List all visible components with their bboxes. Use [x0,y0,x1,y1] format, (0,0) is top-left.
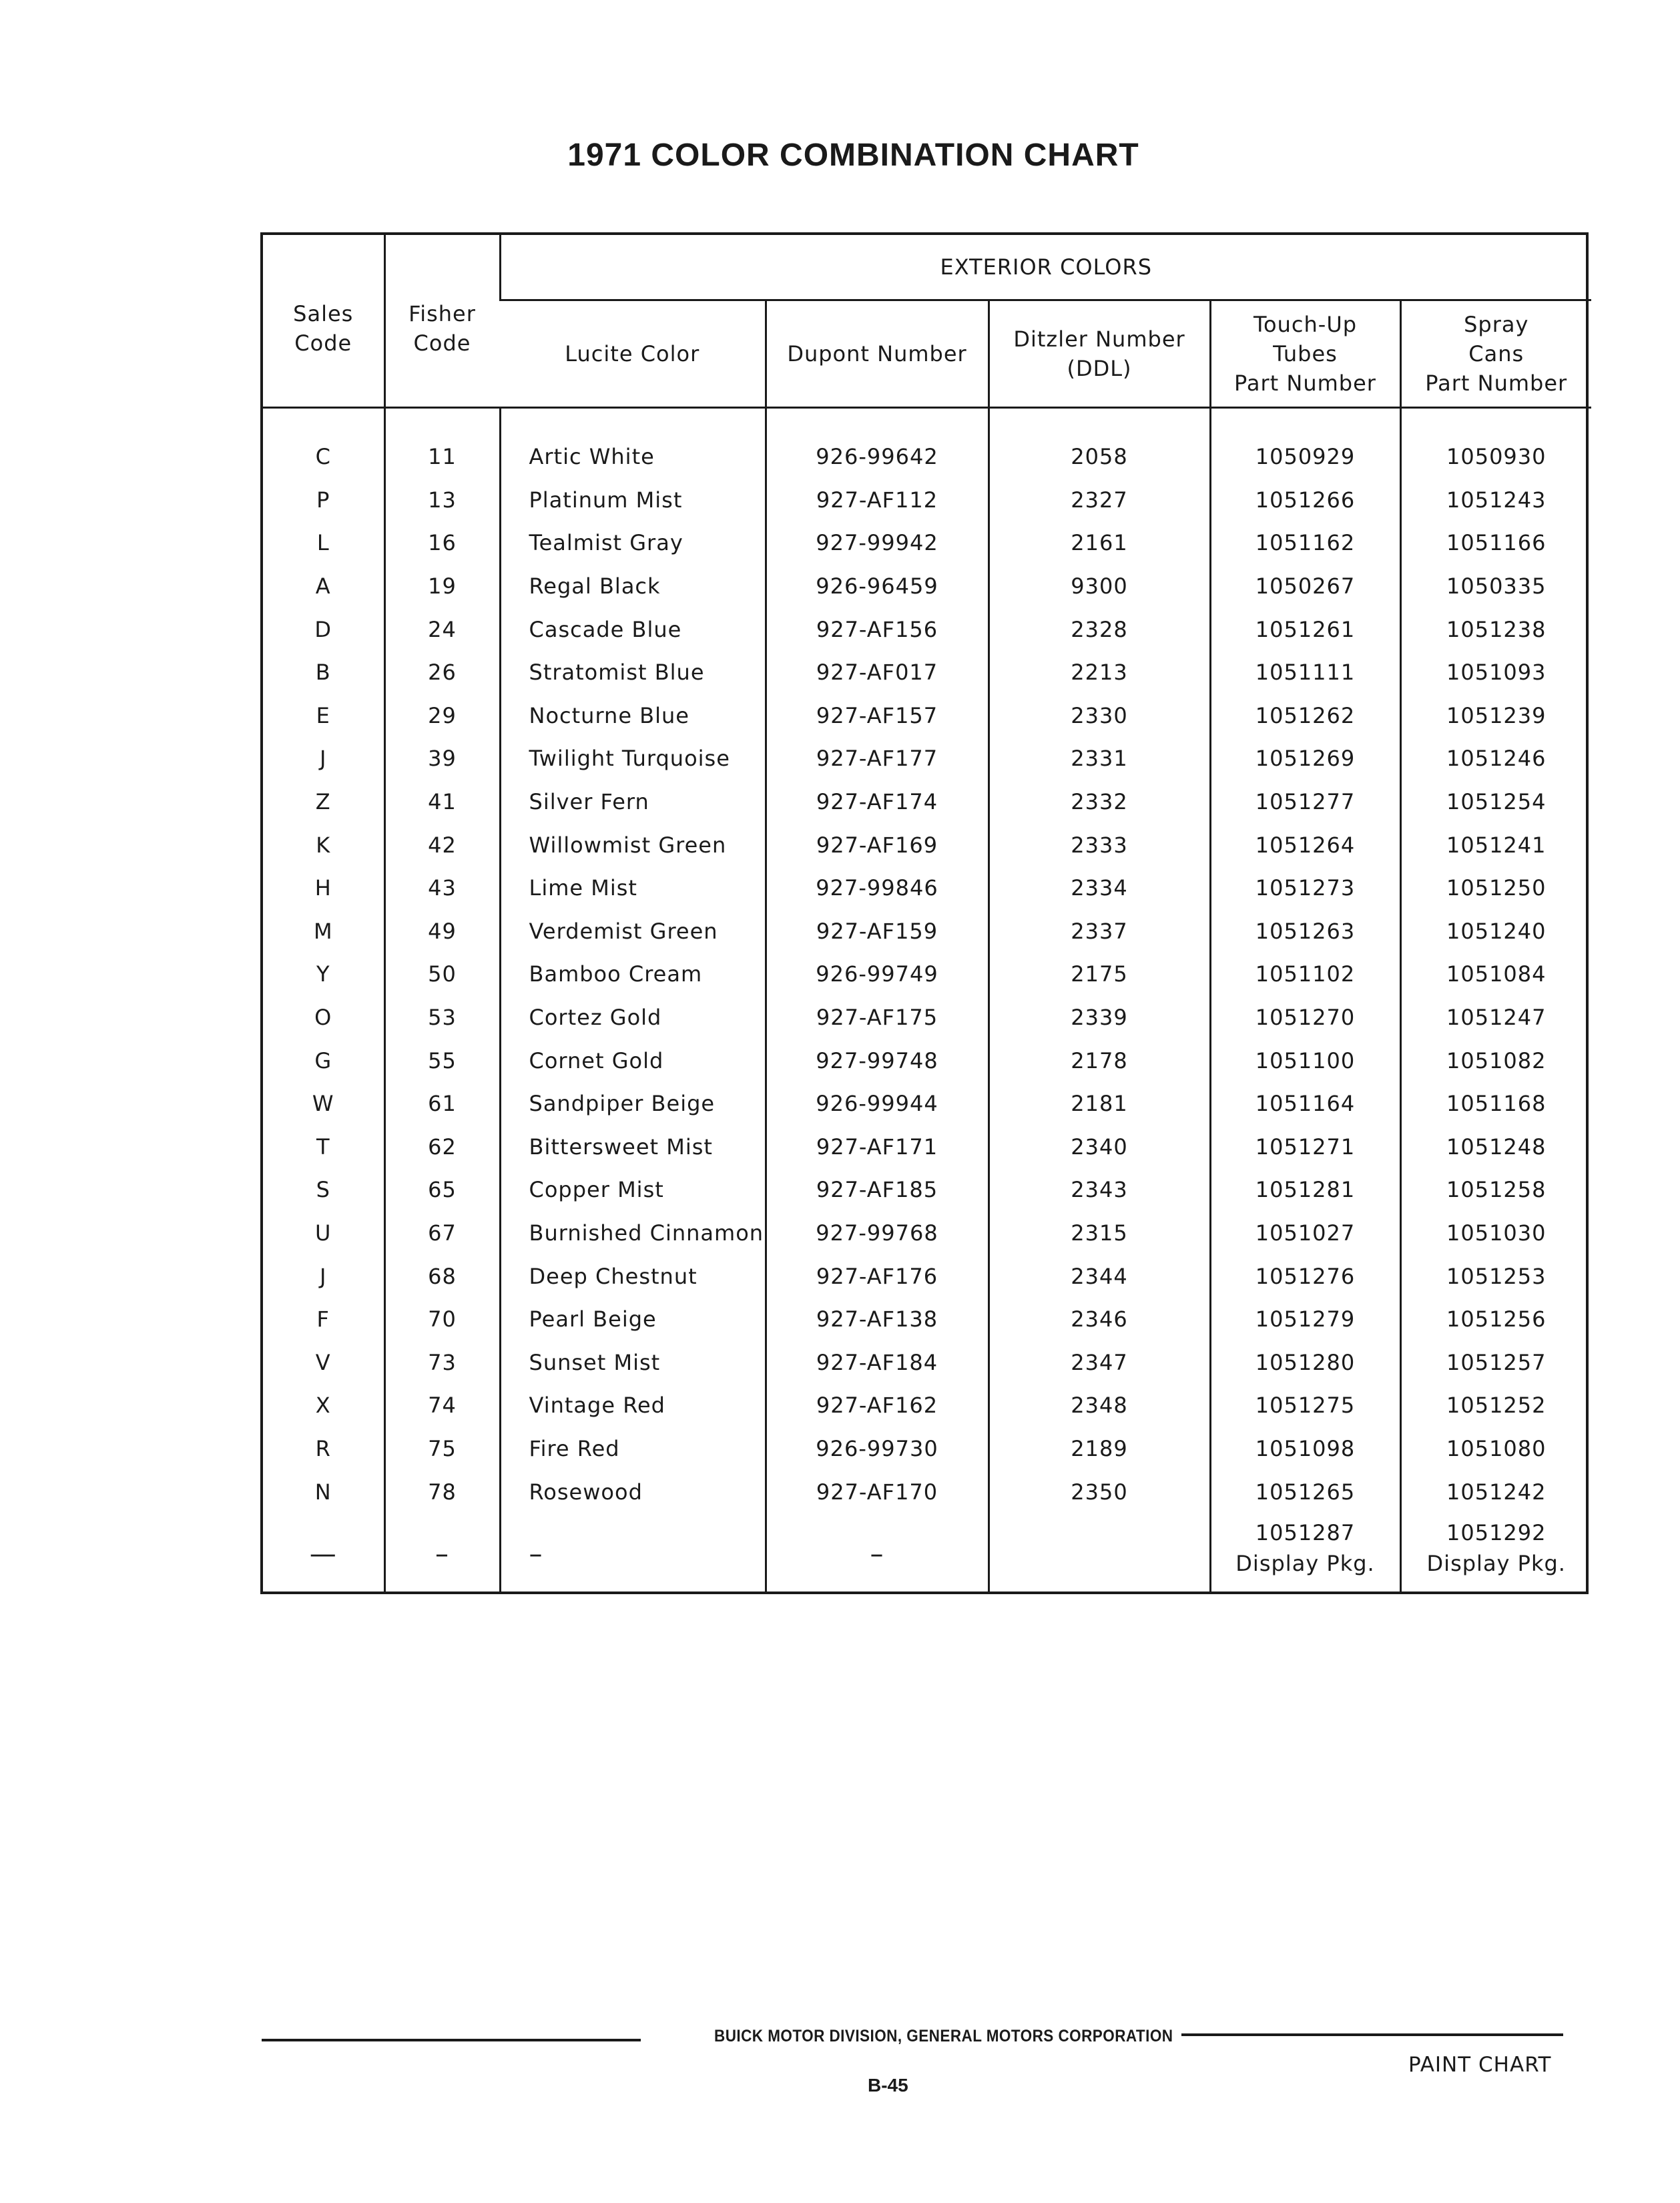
spray-can-part-number-cell: 1051241 [1400,823,1591,867]
ditzler-number-cell: 2347 [989,1340,1210,1384]
sales-code-cell: B [315,660,331,686]
lucite-color-cell: Rosewood [500,1470,766,1513]
ditzler-number-cell: 2344 [989,1254,1210,1298]
lucite-color-cell: Fire Red [500,1427,766,1471]
ditzler-number-cell: 2328 [989,607,1210,651]
sales-code-cell: O [314,1005,332,1031]
table-row [263,823,1591,867]
exterior-colors-header: EXTERIOR COLORS [500,235,1591,300]
dupont-number-cell: 927-99748 [766,1039,989,1082]
fisher-code-cell: 16 [384,521,500,565]
dupont-number-cell: 927-AF156 [766,607,989,651]
dupont-number-cell: 927-AF017 [766,651,989,694]
lucite-color-header-line-1: Lucite Color [565,341,700,366]
sales-code-cell: — [309,1538,337,1569]
spray-can-part-number-cell-line: Display Pkg. [1426,1550,1566,1576]
ditzler-number-cell: 2175 [989,953,1210,996]
spray-can-part-number-cell: 1051247 [1400,996,1591,1039]
table-row [263,1470,1591,1513]
sales-code-header-line-1: Sales [293,301,354,326]
spray-can-part-number-cell: 1051248 [1400,1126,1591,1169]
touch-up-part-number-cell-line: Display Pkg. [1235,1550,1375,1576]
filler-cell [1210,1591,1400,1592]
table-row [263,607,1591,651]
sales-code-cell: V [315,1349,331,1375]
dupont-number-cell: 927-99846 [766,867,989,910]
sales-code-cell: Z [315,789,331,815]
dupont-number-cell: 926-99642 [766,435,989,479]
dupont-number-cell: 927-AF184 [766,1340,989,1384]
sales-code-header-line-2: Code [294,330,352,356]
table-row [263,651,1591,694]
lucite-color-cell: Tealmist Gray [500,521,766,565]
table-row [263,910,1591,953]
ditzler-number-header [989,300,1210,408]
fisher-code-cell: 55 [384,1039,500,1082]
spray-can-part-number-cell: 1051030 [1400,1212,1591,1255]
ditzler-number-cell: 2181 [989,1082,1210,1126]
table-row [263,953,1591,996]
footer-publisher: BUICK MOTOR DIVISION, GENERAL MOTORS CORPORATION [714,2027,1173,2045]
lucite-color-cell: Bittersweet Mist [500,1126,766,1169]
fisher-code-cell: 67 [384,1212,500,1255]
table-spacer-row [263,408,1591,436]
spray-cans-header [1400,300,1591,408]
sales-code-cell: G [314,1047,332,1073]
ditzler-number-cell [989,1513,1210,1591]
dupont-number-cell: 927-AF169 [766,823,989,867]
fisher-code-header-line-2: Code [413,330,471,356]
spray-can-part-number-cell: 1051257 [1400,1340,1591,1384]
sales-code-cell: M [313,918,333,944]
spray-can-part-number-cell [1400,1513,1591,1591]
dupont-number-cell: 927-AF162 [766,1384,989,1427]
touch-up-part-number-cell [1210,1513,1400,1591]
touch-up-part-number-cell: 1051273 [1210,867,1400,910]
ditzler-number-cell: 2330 [989,694,1210,738]
ditzler-number-header-line-1: Ditzler Number [1013,326,1185,352]
lucite-color-cell: Regal Black [500,565,766,608]
sales-code-cell: J [320,746,327,772]
lucite-color-cell: – [500,1513,766,1591]
touch-up-part-number-cell: 1051279 [1210,1298,1400,1341]
footer-rule-left [262,2039,641,2041]
page-number: B-45 [868,2075,908,2096]
table-body [263,408,1591,1592]
table-row [263,1384,1591,1427]
lucite-color-cell: Willowmist Green [500,823,766,867]
sales-code-cell: X [315,1393,331,1419]
spray-can-part-number-cell: 1051240 [1400,910,1591,953]
ditzler-number-cell: 2339 [989,996,1210,1039]
fisher-code-cell: 53 [384,996,500,1039]
lucite-color-cell: Pearl Beige [500,1298,766,1341]
table-row-display-package [263,1513,1591,1591]
fisher-code-cell: – [384,1513,500,1591]
sales-code-cell: Y [316,961,330,987]
fisher-code-cell: 26 [384,651,500,694]
table-row [263,1427,1591,1471]
ditzler-number-cell: 2343 [989,1168,1210,1212]
dupont-number-cell: 926-99749 [766,953,989,996]
touch-up-part-number-cell: 1051277 [1210,780,1400,824]
sales-code-cell: R [315,1435,331,1461]
spray-can-part-number-cell: 1051238 [1400,607,1591,651]
ditzler-number-cell: 2315 [989,1212,1210,1255]
lucite-color-cell: Cornet Gold [500,1039,766,1082]
touch-up-part-number-cell: 1051102 [1210,953,1400,996]
sales-code-header [263,235,384,408]
lucite-color-cell: Artic White [500,435,766,479]
dupont-number-cell: 927-AF174 [766,780,989,824]
filler-cell [989,1591,1210,1592]
touch-up-part-number-cell: 1050929 [1210,435,1400,479]
dupont-number-cell: 926-96459 [766,565,989,608]
table-row [263,996,1591,1039]
fisher-code-cell: 11 [384,435,500,479]
sales-code-cell: L [316,530,330,556]
filler-cell [500,1591,766,1592]
fisher-code-cell: 49 [384,910,500,953]
ditzler-number-cell: 2346 [989,1298,1210,1341]
fisher-code-cell: 39 [384,737,500,780]
ditzler-number-cell: 2337 [989,910,1210,953]
fisher-code-cell: 75 [384,1427,500,1471]
table-row [263,435,1591,479]
fisher-code-cell: 29 [384,694,500,738]
dupont-number-cell: 927-AF171 [766,1126,989,1169]
touch-up-part-number-cell: 1051162 [1210,521,1400,565]
lucite-color-cell: Cascade Blue [500,607,766,651]
ditzler-number-cell: 2331 [989,737,1210,780]
dupont-number-cell: 927-99768 [766,1212,989,1255]
ditzler-number-cell: 2178 [989,1039,1210,1082]
table-row [263,521,1591,565]
touch-up-part-number-cell: 1050267 [1210,565,1400,608]
touch-up-part-number-cell: 1051275 [1210,1384,1400,1427]
sales-code-cell: A [315,573,331,599]
dupont-number-cell: 926-99944 [766,1082,989,1126]
touch-up-part-number-cell: 1051261 [1210,607,1400,651]
filler-cell [1400,1591,1591,1592]
table-row [263,867,1591,910]
dupont-number-cell: – [766,1513,989,1591]
table-row [263,479,1591,522]
dupont-number-cell: 927-AF138 [766,1298,989,1341]
fisher-code-cell: 24 [384,607,500,651]
table-row [263,1212,1591,1255]
touch-up-part-number-cell: 1051100 [1210,1039,1400,1082]
sales-code-cell: E [316,702,330,728]
sales-code-cell: C [315,444,331,470]
dupont-number-cell: 927-AF176 [766,1254,989,1298]
lucite-color-cell: Nocturne Blue [500,694,766,738]
fisher-code-header-line-1: Fisher [408,301,476,326]
fisher-code-cell: 74 [384,1384,500,1427]
fisher-code-cell: 68 [384,1254,500,1298]
lucite-color-cell: Cortez Gold [500,996,766,1039]
touch-up-header [1210,300,1400,408]
ditzler-number-cell: 2350 [989,1470,1210,1513]
lucite-color-cell: Copper Mist [500,1168,766,1212]
page-title: 1971 COLOR COMBINATION CHART [567,138,1139,173]
spray-can-part-number-cell: 1051246 [1400,737,1591,780]
fisher-code-cell: 70 [384,1298,500,1341]
table-row [263,1126,1591,1169]
touch-up-part-number-cell: 1051262 [1210,694,1400,738]
table-row [263,694,1591,738]
table-row [263,1039,1591,1082]
lucite-color-cell: Vintage Red [500,1384,766,1427]
lucite-color-cell: Sunset Mist [500,1340,766,1384]
dupont-number-cell: 927-AF175 [766,996,989,1039]
table-row [263,1082,1591,1126]
table-row [263,1340,1591,1384]
filler-cell [263,1591,384,1592]
sales-code-cell: D [314,616,332,642]
fisher-code-cell: 65 [384,1168,500,1212]
sales-code-cell: T [316,1134,330,1160]
spray-can-part-number-cell-line: 1051292 [1446,1519,1547,1545]
spray-can-part-number-cell: 1051084 [1400,953,1591,996]
table-row [263,1298,1591,1341]
lucite-color-cell: Verdemist Green [500,910,766,953]
ditzler-number-cell: 2334 [989,867,1210,910]
spray-can-part-number-cell: 1051253 [1400,1254,1591,1298]
dupont-number-cell: 927-AF157 [766,694,989,738]
lucite-color-cell: Lime Mist [500,867,766,910]
table-filler-row [263,1591,1591,1592]
spray-can-part-number-cell: 1051242 [1400,1470,1591,1513]
touch-up-part-number-cell: 1051276 [1210,1254,1400,1298]
fisher-code-cell: 78 [384,1470,500,1513]
spray-can-part-number-cell: 1051254 [1400,780,1591,824]
fisher-code-header [384,235,500,408]
spray-can-part-number-cell: 1051252 [1400,1384,1591,1427]
fisher-code-cell: 62 [384,1126,500,1169]
table-row [263,565,1591,608]
lucite-color-cell: Sandpiper Beige [500,1082,766,1126]
touch-up-part-number-cell: 1051266 [1210,479,1400,522]
footer-rule-right [1181,2033,1563,2036]
spray-can-part-number-cell: 1051239 [1400,694,1591,738]
ditzler-number-cell: 2189 [989,1427,1210,1471]
lucite-color-cell: Twilight Turquoise [500,737,766,780]
spray-cans-header-line-3: Part Number [1425,371,1568,396]
ditzler-number-cell: 2058 [989,435,1210,479]
sales-code-cell: P [316,487,330,513]
sales-code-cell: U [315,1220,332,1246]
dupont-number-header [766,300,989,408]
fisher-code-cell: 61 [384,1082,500,1126]
spray-can-part-number-cell: 1051256 [1400,1298,1591,1341]
table-row [263,1168,1591,1212]
touch-up-part-number-cell: 1051164 [1210,1082,1400,1126]
ditzler-number-cell: 2332 [989,780,1210,824]
dupont-number-cell: 927-AF177 [766,737,989,780]
touch-up-part-number-cell: 1051280 [1210,1340,1400,1384]
dupont-number-cell: 927-AF170 [766,1470,989,1513]
spray-can-part-number-cell: 1050335 [1400,565,1591,608]
touch-up-part-number-cell: 1051111 [1210,651,1400,694]
sales-code-cell: F [316,1306,330,1332]
ditzler-number-cell: 2333 [989,823,1210,867]
touch-up-part-number-cell: 1051270 [1210,996,1400,1039]
sales-code-cell: N [314,1479,332,1505]
color-chart-table [260,232,1589,1594]
dupont-number-cell: 927-AF112 [766,479,989,522]
sales-code-cell: W [312,1091,334,1117]
ditzler-number-cell: 2161 [989,521,1210,565]
lucite-color-cell: Bamboo Cream [500,953,766,996]
table-row [263,780,1591,824]
fisher-code-cell: 19 [384,565,500,608]
ditzler-number-cell: 2348 [989,1384,1210,1427]
touch-up-part-number-cell-line: 1051287 [1255,1519,1356,1545]
lucite-color-header [500,300,766,408]
spray-can-part-number-cell: 1050930 [1400,435,1591,479]
lucite-color-cell: Burnished Cinnamon [500,1212,766,1255]
spray-can-part-number-cell: 1051258 [1400,1168,1591,1212]
sales-code-cell: K [316,832,331,858]
fisher-code-cell: 73 [384,1340,500,1384]
touch-up-part-number-cell: 1051264 [1210,823,1400,867]
table-row [263,737,1591,780]
touch-up-part-number-cell: 1051098 [1210,1427,1400,1471]
dupont-number-cell: 927-AF159 [766,910,989,953]
spray-can-part-number-cell: 1051166 [1400,521,1591,565]
fisher-code-cell: 50 [384,953,500,996]
spray-can-part-number-cell: 1051080 [1400,1427,1591,1471]
spray-can-part-number-cell: 1051093 [1400,651,1591,694]
spray-can-part-number-cell: 1051082 [1400,1039,1591,1082]
fisher-code-cell: 13 [384,479,500,522]
lucite-color-cell: Stratomist Blue [500,651,766,694]
ditzler-number-cell: 2340 [989,1126,1210,1169]
touch-up-part-number-cell: 1051263 [1210,910,1400,953]
spray-cans-header-line-1: Spray [1464,312,1529,337]
filler-cell [384,1591,500,1592]
touch-up-header-line-2: Tubes [1273,341,1338,366]
sales-code-cell: S [316,1177,330,1203]
fisher-code-cell: 43 [384,867,500,910]
touch-up-part-number-cell: 1051027 [1210,1212,1400,1255]
lucite-color-cell: Deep Chestnut [500,1254,766,1298]
ditzler-number-header-line-2: (DDL) [1067,356,1132,381]
footer-section-title: PAINT CHART [1408,2053,1552,2077]
touch-up-header-line-1: Touch-Up [1253,312,1358,337]
dupont-number-cell: 926-99730 [766,1427,989,1471]
touch-up-header-line-3: Part Number [1234,371,1376,396]
dupont-number-cell: 927-99942 [766,521,989,565]
sales-code-cell: H [314,875,332,901]
ditzler-number-cell: 2213 [989,651,1210,694]
spray-can-part-number-cell: 1051168 [1400,1082,1591,1126]
dupont-number-header-line-1: Dupont Number [787,341,967,366]
ditzler-number-cell: 2327 [989,479,1210,522]
sales-code-cell: J [320,1263,327,1289]
filler-cell [766,1591,989,1592]
spray-cans-header-line-2: Cans [1468,341,1524,366]
touch-up-part-number-cell: 1051271 [1210,1126,1400,1169]
dupont-number-cell: 927-AF185 [766,1168,989,1212]
ditzler-number-cell: 9300 [989,565,1210,608]
spray-can-part-number-cell: 1051243 [1400,479,1591,522]
lucite-color-cell: Silver Fern [500,780,766,824]
touch-up-part-number-cell: 1051269 [1210,737,1400,780]
touch-up-part-number-cell: 1051265 [1210,1470,1400,1513]
fisher-code-cell: 42 [384,823,500,867]
table-row [263,1254,1591,1298]
fisher-code-cell: 41 [384,780,500,824]
lucite-color-cell: Platinum Mist [500,479,766,522]
spray-can-part-number-cell: 1051250 [1400,867,1591,910]
touch-up-part-number-cell: 1051281 [1210,1168,1400,1212]
